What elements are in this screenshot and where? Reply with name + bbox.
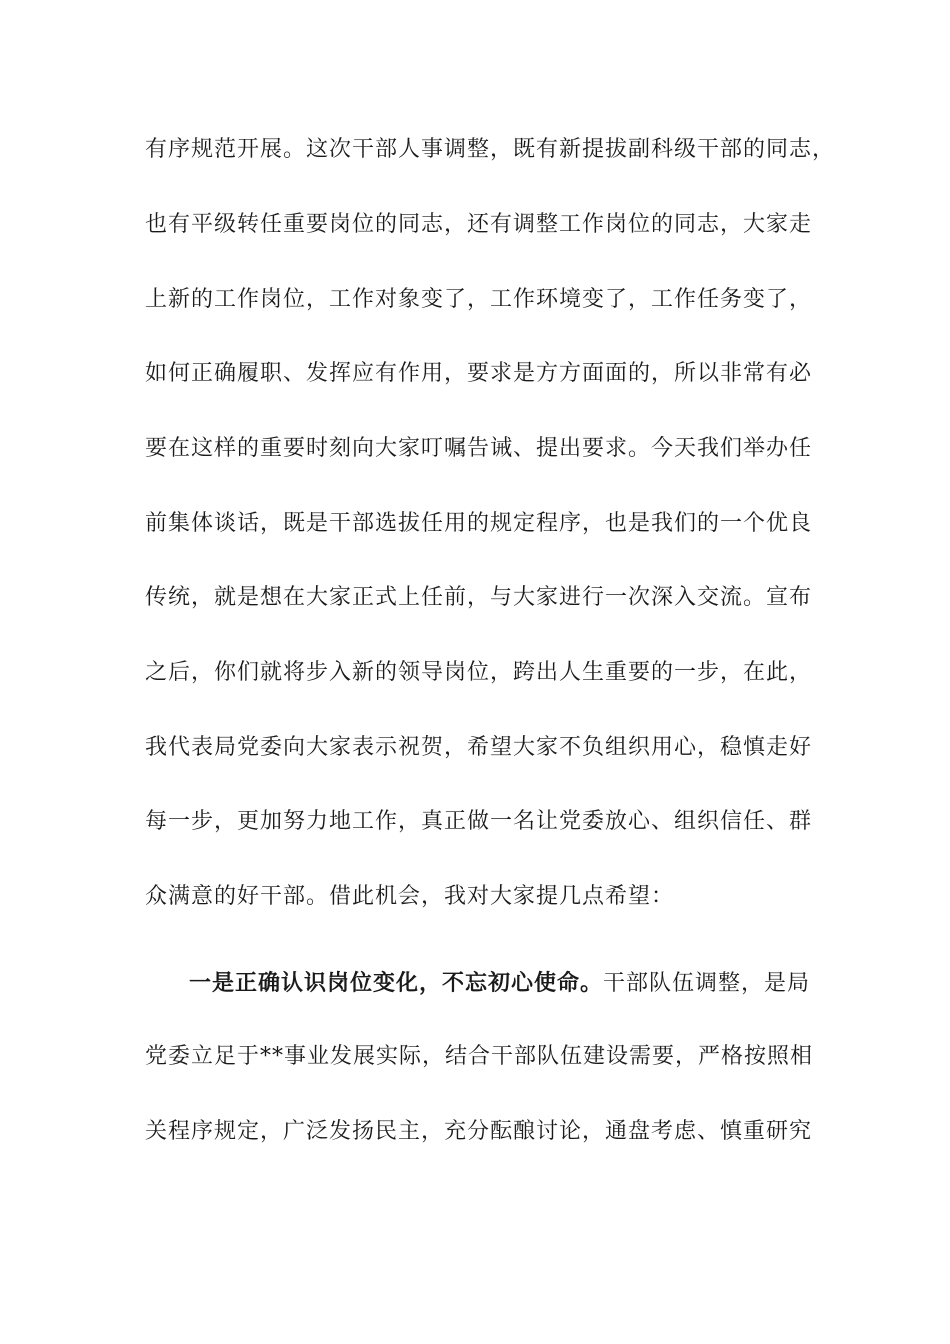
text-line: 上新的工作岗位，工作对象变了，工作环境变了，工作任务变了，: [145, 287, 813, 312]
text-line: 每一步，更加努力地工作，真正做一名让党委放心、组织信任、群: [145, 809, 813, 834]
text-line: 党委立足于**事业发展实际，结合干部队伍建设需要，严格按照相: [145, 1044, 814, 1069]
text-line: 众满意的好干部。借此机会，我对大家提几点希望：: [145, 884, 675, 909]
paragraph-first-line: [189, 968, 849, 999]
text-line: 有序规范开展。这次干部人事调整，既有新提拔副科级干部的同志，: [145, 137, 836, 162]
text-line: 前集体谈话，既是干部选拔任用的规定程序，也是我们的一个优良: [145, 511, 813, 536]
text-line: 我代表局党委向大家表示祝贺，希望大家不负组织用心，稳慎走好: [145, 735, 813, 760]
text-line: 之后，你们就将步入新的领导岗位，跨出人生重要的一步，在此，: [145, 660, 813, 685]
text-line: 传统，就是想在大家正式上任前，与大家进行一次深入交流。宣布: [145, 585, 813, 610]
paragraph-text: 干部队伍调整，是局: [603, 971, 811, 996]
paragraph-heading: 一是正确认识岗位变化，不忘初心使命。: [189, 970, 604, 996]
text-line: 也有平级转任重要岗位的同志，还有调整工作岗位的同志，大家走: [145, 212, 813, 237]
text-line: 如何正确履职、发挥应有作用，要求是方方面面的，所以非常有必: [145, 361, 813, 386]
text-line: 要在这样的重要时刻向大家叮嘱告诫、提出要求。今天我们举办任: [145, 436, 813, 461]
text-line: 关程序规定，广泛发扬民主，充分酝酿讨论，通盘考虑、慎重研究: [145, 1119, 813, 1144]
